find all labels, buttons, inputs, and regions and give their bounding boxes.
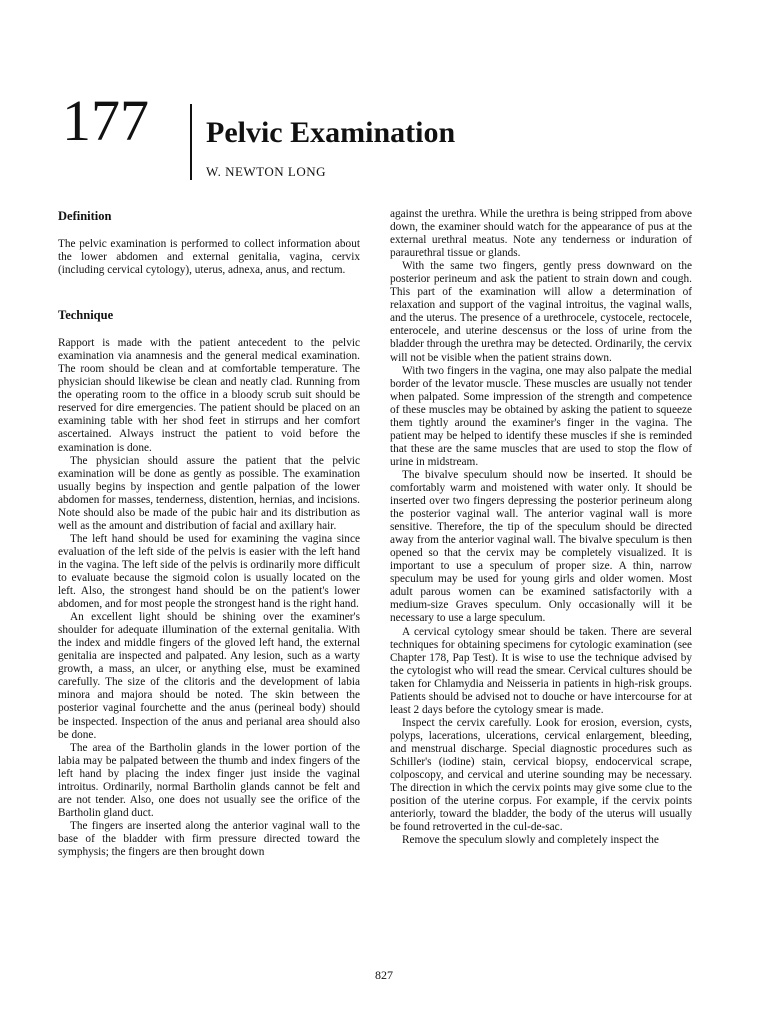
body-paragraph: Inspect the cervix carefully. Look for erosion, eversion, cysts, polyps, lacerations, ulcerations, cervical enlargement, bleeding, and menstrual discharge. Special diagnostic procedures such as Schiller's (iodine) stain, cervical biopsy, endocervical scrape, colposcopy, and cervical and uterine sounding may be necessary. The direction in which the cervix points may give some clue to the position of the uterine corpus. For example, if the cervix points anteriorly, toward the bladder, the body of the uterus will usually be found retroverted in the cul-de-sac.: [390, 716, 692, 834]
title-divider: [190, 104, 192, 180]
body-paragraph: Remove the speculum slowly and completely inspect the: [402, 834, 659, 847]
body-paragraph: Rapport is made with the patient antecedent to the pelvic examination via anamnesis and the general medical examination. The room should be clean and at comfortable temperature. The physician should likewise be clean and neatly clad. Running from the operating room to the office in a bloody scrub suit should be reserved for dire emergencies. The patient should be placed on an examining table with her shod feet in stirrups and her comfort ascertained. Always instruct the patient to void before the examination is done.: [58, 337, 360, 454]
definition-heading: Definition: [58, 209, 112, 223]
body-paragraph: The area of the Bartholin glands in the lower portion of the labia may be palpated between the thumb and index fingers of the left hand by placing the index finger just inside the vaginal introitus. Ordinarily, normal Bartholin glands cannot be felt and are not tender. Also, one does not usually see the orifice of the Bartholin gland duct.: [58, 741, 360, 819]
body-paragraph: With two fingers in the vagina, one may also palpate the medial border of the levator muscle. These muscles are usually not tender when palpated. Some impression of the strength and competence of these muscles may be obtained by asking the patient to squeeze them tightly around the examiner's finger in the vagina. The patient may be helped to identify these muscles if she is reminded that these are the same muscles that are used to stop the flow of urine in midstream.: [390, 364, 692, 468]
chapter-number: 177: [62, 88, 149, 153]
body-paragraph: With the same two fingers, gently press downward on the posterior perineum and ask the patient to strain down and cough. This part of the examination will allow a determination of relaxation and support of the vaginal introitus, the vaginal walls, and the uterus. The presence of a urethrocele, cystocele, rectocele, enterocele, and uterine descensus or the loss of urine from the bladder through the urethra may be detected. Ordinarily, the cervix will not be visible when the patient strains down.: [390, 260, 692, 364]
body-paragraph: The left hand should be used for examining the vagina since evaluation of the left side of the pelvis is easier with the left hand in the vagina. The left side of the pelvis is ordinarily more difficult to evaluate because the sigmoid colon is usually located on the left. Also, the strongest hand should be on the patient's lower abdomen, and for most people the strongest hand is the right hand.: [58, 532, 360, 611]
left-column: [58, 208, 360, 859]
page-number: 827: [375, 968, 393, 982]
technique-heading: Technique: [58, 308, 114, 323]
right-column: [390, 208, 692, 847]
continued-paragraph: against the urethra. While the urethra is being stripped from above down, the examiner should watch for the appearance of pus at the external urethral meatus. Note any tenderness or induration of paraurethral tissue or glands.: [390, 208, 692, 260]
chapter-title: Pelvic Examination: [206, 116, 456, 149]
author: W. NEWTON LONG: [206, 164, 327, 179]
body-paragraph: A cervical cytology smear should be taken. There are several techniques for obtaining specimens for cytologic examination (see Chapter 178, Pap Test). It is wise to use the technique advised by the cytologist who will read the smear. Cervical cultures should be taken for Chlamydia and Neisseria in patients in high-risk groups. Patients should be advised not to douche or have intercourse for at least 2 days before the cytology smear is made.: [390, 625, 692, 716]
body-paragraph: The physician should assure the patient that the pelvic examination will be done as gently as possible. The examination usually begins by inspection and gentle palpation of the lower abdomen for masses, tenderness, distention, hernias, and incisions. Note should also be made of the pubic hair and its distribution as well as the amount and distribution of facial and axillary hair.: [58, 454, 360, 532]
body-paragraph: The bivalve speculum should now be inserted. It should be comfortably warm and moistened with water only. It should be inserted over two fingers depressing the posterior perineum along the posterior vaginal wall. The anterior vaginal wall is more sensitive. Therefore, the tip of the speculum should be directed away from the anterior vaginal wall. The bivalve speculum is then opened so that the cervix may be completely visualized. It is important to use a speculum of proper size. A thin, narrow speculum may be used for young girls and older women. Most adult parous women can be examined satisfactorily with a medium-size Graves speculum. Only occasionally will it be necessary to use a large speculum.: [390, 468, 692, 625]
body-paragraph: An excellent light should be shining over the examiner's shoulder for adequate illumination of the external genitalia. With the index and middle fingers of the gloved left hand, the external genitalia are inspected and palpated. Any lesion, such as a warty growth, a mass, an ulcer, or anything else, must be examined carefully. The size of the clitoris and the development of labia minora and majora should be noted. The skin between the posterior vaginal fourchette and the anus (perineal body) should be inspected. Inspection of the anus and perianal area should also be done.: [58, 611, 360, 741]
definition-text: The pelvic examination is performed to collect information about the lower abdomen and external genitalia, vagina, cervix (including cervical cytology), uterus, adnexa, anus, and rectum.: [58, 238, 360, 277]
body-paragraph: The fingers are inserted along the anterior vaginal wall to the base of the bladder with firm pressure directed toward the symphysis; the fingers are then brought down: [58, 819, 360, 858]
